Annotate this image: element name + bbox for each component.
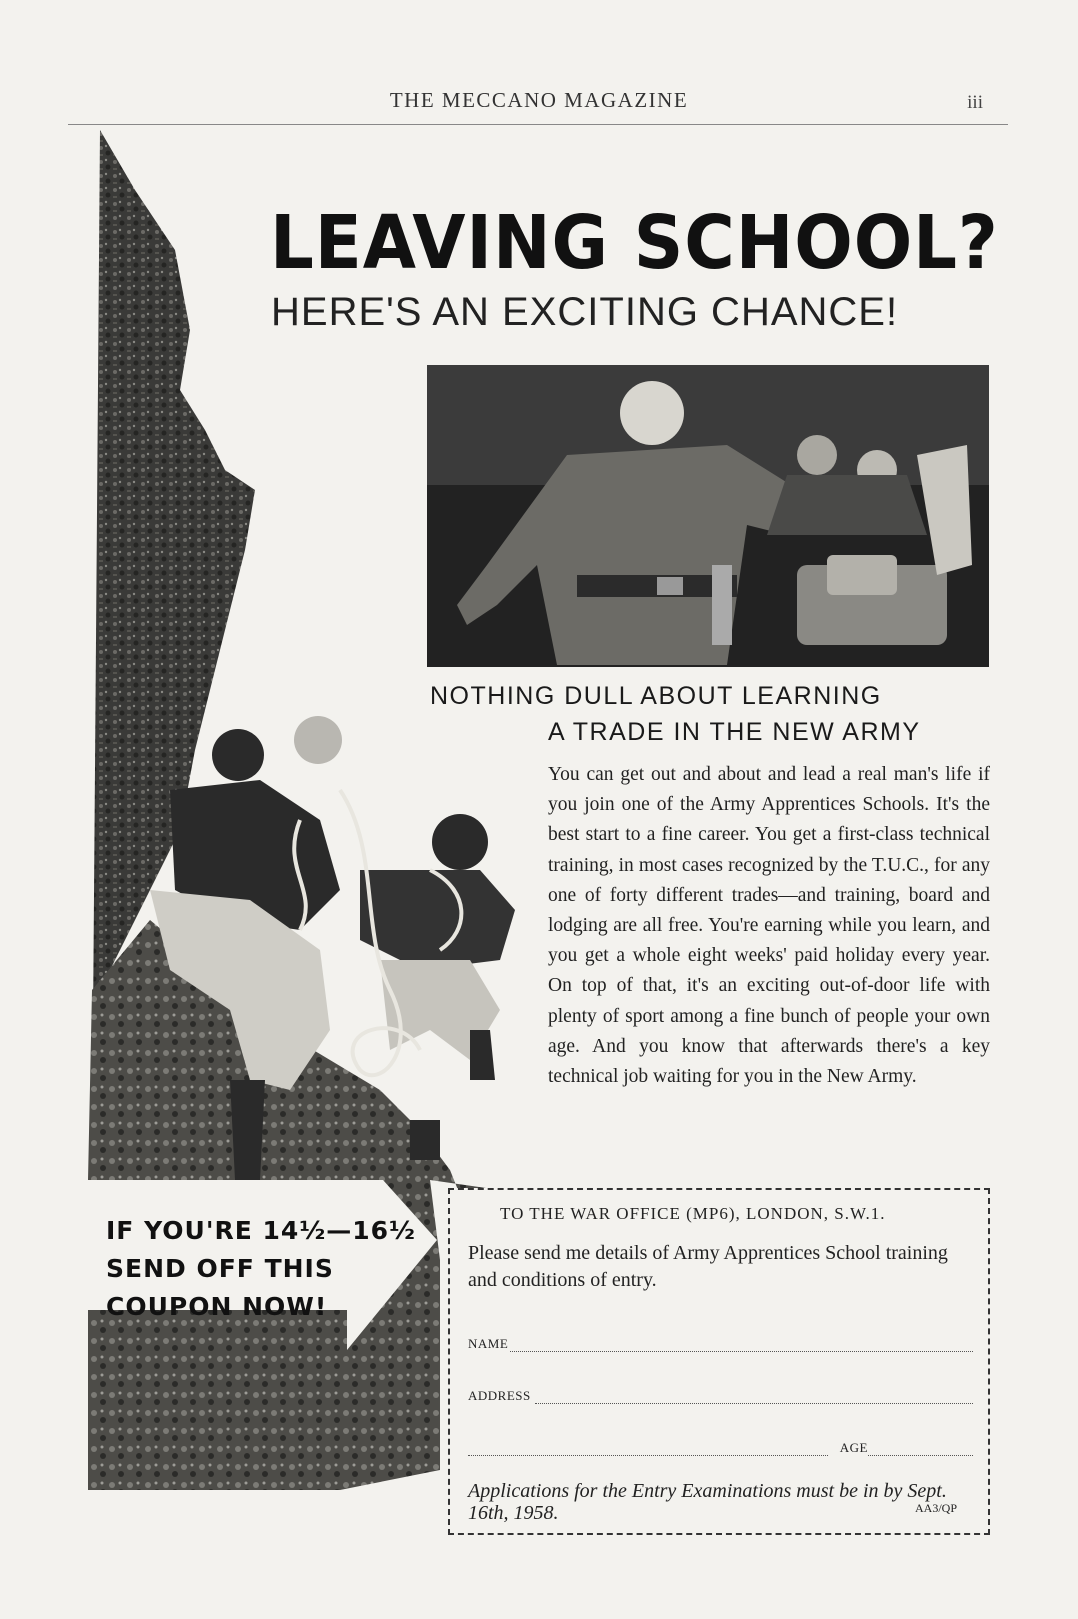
deadline-note: Applications for the Entry Examinations must be in by Sept. 16th, 1958.	[468, 1480, 947, 1524]
callout-line1: IF YOU'RE 14½—16½	[106, 1216, 416, 1245]
headline: LEAVING SCHOOL?	[270, 200, 999, 286]
callout-line3: COUPON NOW!	[106, 1292, 328, 1321]
name-label: NAME	[468, 1336, 509, 1351]
magazine-title: THE MECCANO MAGAZINE	[389, 88, 689, 112]
name-field[interactable]	[468, 1336, 973, 1352]
name-input-line[interactable]	[510, 1339, 973, 1352]
page-number: iii	[967, 92, 983, 113]
coupon-request-text: Please send me details of Army Apprentices School training and conditions of entry.	[468, 1242, 948, 1291]
section-heading-line1: NOTHING DULL ABOUT LEARNING	[430, 682, 882, 710]
address-field[interactable]	[468, 1388, 973, 1404]
body-copy: You can get out and about and lead a real man's life if you join one of the Army Apprentices Schools. It's the best start to a fine career. You get a first-class technical training, in most cases recognized by the T.U.C., for any one of forty different trades—and training, board and lodging are all free. You're earning while you learn, and you get a whole eight weeks' paid holiday every year. On top of that, it's an exciting out-of-door life with plenty of sport among a fine bunch of people your own age. And you know that afterwards there's a key technical job waiting for you in the New Army.	[548, 764, 990, 1088]
age-input-line[interactable]	[868, 1443, 973, 1456]
section-heading-line2: A TRADE IN THE NEW ARMY	[548, 718, 921, 746]
address-age-field[interactable]	[468, 1440, 973, 1456]
address-input-line-2[interactable]	[468, 1443, 828, 1456]
subheadline: HERE'S AN EXCITING CHANCE!	[271, 290, 899, 334]
workshop-photo	[427, 365, 989, 667]
age-label: AGE	[839, 1440, 868, 1455]
coupon-form[interactable]	[448, 1188, 990, 1535]
header-rule	[68, 124, 1008, 125]
coupon-code: AA3/QP	[915, 1501, 958, 1515]
address-label: ADDRESS	[468, 1388, 531, 1403]
address-input-line[interactable]	[535, 1391, 973, 1404]
age-callout	[106, 1212, 416, 1326]
coupon-address-line: TO THE WAR OFFICE (MP6), LONDON, S.W.1.	[500, 1204, 886, 1223]
callout-line2: SEND OFF THIS	[106, 1254, 334, 1283]
